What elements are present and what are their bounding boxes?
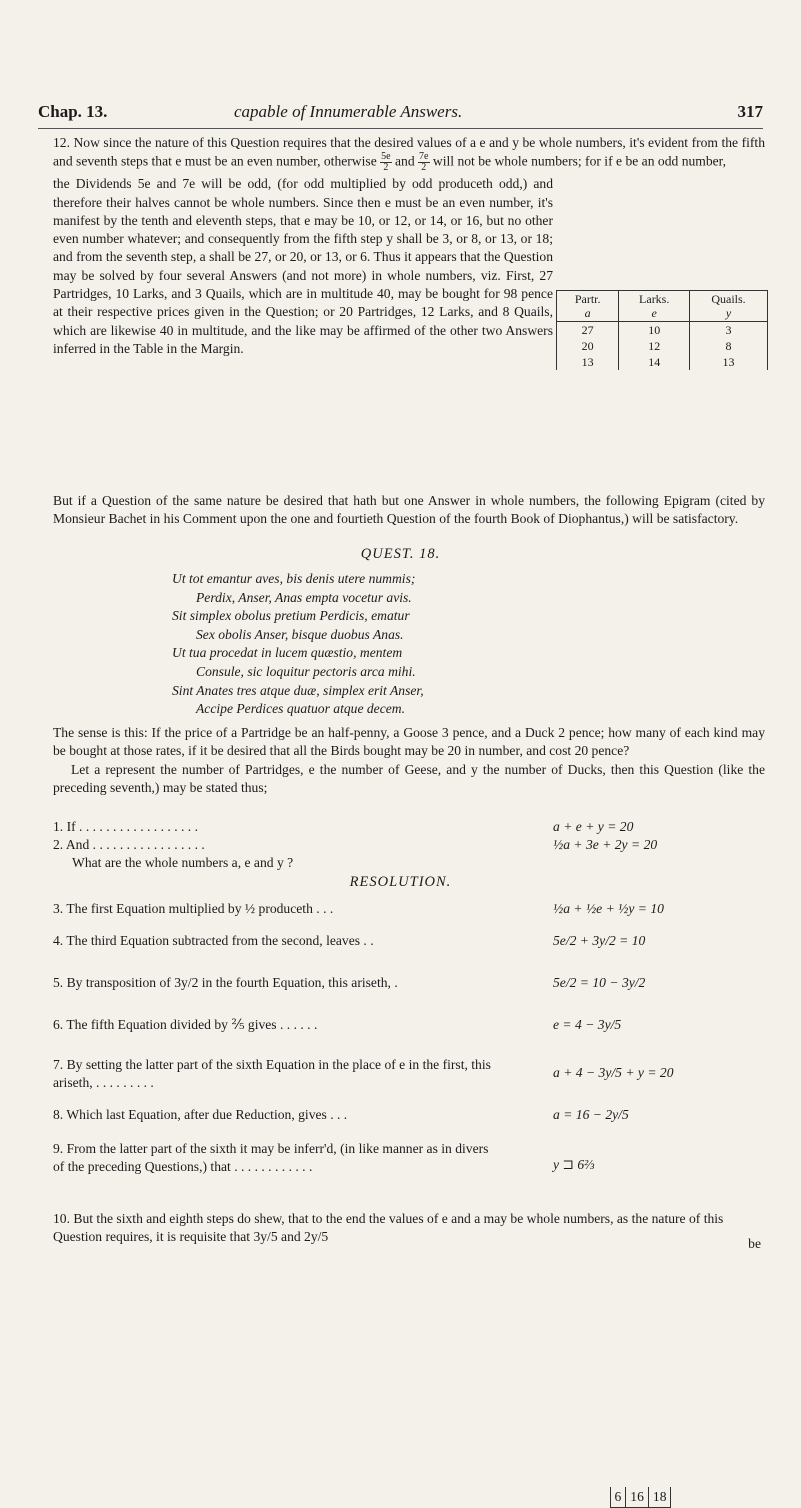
th-text: Quails. <box>711 292 745 306</box>
th-text: Larks. <box>639 292 669 306</box>
header-rule <box>38 128 763 129</box>
epigram <box>172 570 692 719</box>
para12-part-a: 12. Now since the nature of this Question requires that the desired values of a e and y be whole numbers, it's evident from the fifth and seventh steps that e must be an even number, otherwise <box>53 135 765 169</box>
step-equation: a + e + y = 20 <box>553 818 633 836</box>
paragraph-10 <box>53 1196 765 1260</box>
cell: 14 <box>619 354 690 370</box>
fraction-7e-2 <box>418 152 429 173</box>
th-sub: e <box>652 306 657 320</box>
frac-den: 2 <box>418 163 429 173</box>
step-label: 1. If . . . . . . . . . . . . . . . . . . <box>53 818 198 836</box>
epigram-line: Ut tua procedat in lucem quæstio, mentem <box>172 644 692 663</box>
step-label: 6. The fifth Equation divided by ⅖ gives . . . . . . <box>53 1016 317 1034</box>
epigram-line: Consule, sic loquitur pectoris arca mihi. <box>172 663 692 682</box>
epigram-line: Perdix, Anser, Anas empta vocetur avis. <box>172 589 692 608</box>
fraction-5e-2 <box>380 152 391 173</box>
paragraph-sense <box>53 724 765 797</box>
cell: 13 <box>690 354 768 370</box>
and-word: and <box>395 154 415 169</box>
sense-text: The sense is this: If the price of a Partridge be an half-penny, a Goose 3 pence, and a Duck 2 pence; how many of each kind may be bought at those rates, if it be desired that all the Birds bought may be 20 in number, and cost 20 pence? <box>53 724 765 761</box>
frac-num: 7e <box>418 152 429 163</box>
para10-text: 10. But the sixth and eighth steps do shew, that to the end the values of e and a may be whole numbers, as the nature of this Question requires, it is requisite that 3y/5 and 2y/5 <box>53 1210 765 1247</box>
th-quails <box>690 291 768 322</box>
step-equation: a = 16 − 2y/5 <box>553 1106 629 1124</box>
para-but-text: But if a Question of the same nature be desired that hath but one Answer in whole numbers, the following Epigram (cited by Monsieur Bachet in his Comment upon the one and fourtieth Question of the fourth Book of Diophantus,) will be satisfactory. <box>53 492 765 529</box>
step-label: 3. The first Equation multiplied by ½ produceth . . . <box>53 900 333 918</box>
epigram-line: Sit simplex obolus pretium Perdicis, ematur <box>172 607 692 626</box>
step-label: What are the whole numbers a, e and y ? <box>72 854 293 872</box>
table-row <box>610 1487 801 1508</box>
cell: 16 <box>626 1487 649 1508</box>
cell: 13 <box>557 354 619 370</box>
para12-part-b: will not be whole numbers; for if e be an odd number, <box>433 154 726 169</box>
margin-table <box>556 290 768 370</box>
cell: 6 <box>610 1487 626 1508</box>
resolution-heading: RESOLUTION. <box>0 874 801 891</box>
cell: 3 <box>690 322 768 339</box>
cell: 18 <box>648 1487 671 1508</box>
cell: 10 <box>619 322 690 339</box>
step-label: 7. By setting the latter part of the sixth Equation in the place of e in the first, this ariseth, . . . . . . . . . <box>53 1056 493 1092</box>
step-label: 9. From the latter part of the sixth it may be inferr'd, (in like manner as in divers of the preceding Questions,) that . . . . . . . . . . . . <box>53 1140 493 1176</box>
th-partr <box>557 291 619 322</box>
step-equation: a + 4 − 3y/5 + y = 20 <box>553 1064 674 1082</box>
step-label: 5. By transposition of 3y/2 in the fourth Equation, this ariseth, . <box>53 974 398 992</box>
let-text: Let a represent the number of Partridges, e the number of Geese, and y the number of Ducks, then this Question (like the preceding seventh,) may be stated thus; <box>53 761 765 798</box>
chapter-label: Chap. 13. <box>38 102 107 122</box>
step-label: 2. And . . . . . . . . . . . . . . . . . <box>53 836 205 854</box>
cell: 12 <box>619 338 690 354</box>
quest-heading: QUEST. 18. <box>0 546 801 563</box>
th-sub: y <box>726 306 731 320</box>
page-number: 317 <box>738 102 764 122</box>
running-header <box>38 102 763 126</box>
cell: 8 <box>690 338 768 354</box>
para12-part-c: the Dividends 5e and 7e will be odd, (for odd multiplied by odd produceth odd,) and therefore their halves cannot be whole numbers. Since then e must be an even number, it's manifest by the tenth and eleventh steps, that e may be 10, or 12, or 14, or 16, but no other even number whatever; and consequently from the fifth step y shall be 3, or 8, or 13, or 18; and from the seventh step, a shall be 27, or 20, or 13, or 6. Thus it appears that the Question may be solved by four several Answers (and not more) in whole numbers, viz. First, 27 Partridges, 10 Larks, and 3 Quails, which are in multitude 40, may be bought for 98 pence at their respective prices given in the Question; or 20 Partridges, 12 Larks, and 8 Quails, which are likewise 40 in multitude, and the like may be affirmed of the other two Answers inferred in the Table in the Margin. <box>53 176 553 356</box>
running-title: capable of Innumerable Answers. <box>234 102 462 122</box>
step-equation: ½a + 3e + 2y = 20 <box>553 836 657 854</box>
epigram-line: Sint Anates tres atque duæ, simplex erit Anser, <box>172 682 692 701</box>
epigram-line: Ut tot emantur aves, bis denis utere nummis; <box>172 570 692 589</box>
epigram-line: Sex obolis Anser, bisque duobus Anas. <box>172 626 692 645</box>
step-label: 8. Which last Equation, after due Reduction, gives . . . <box>53 1106 347 1124</box>
cell: 27 <box>557 322 619 339</box>
table-row <box>557 338 768 354</box>
frac-den: 2 <box>380 163 391 173</box>
para12-part-c-wrap <box>53 175 553 358</box>
th-larks <box>619 291 690 322</box>
step-label: 4. The third Equation subtracted from the second, leaves . . <box>53 932 374 950</box>
th-sub: a <box>585 306 591 320</box>
epigram-line: Accipe Perdices quatuor atque decem. <box>172 700 692 719</box>
step-equation: y ⊐ 6⅔ <box>553 1156 594 1174</box>
frac-num: 5e <box>380 152 391 163</box>
table-row <box>557 322 768 339</box>
step-equation: 5e/2 = 10 − 3y/2 <box>553 974 645 992</box>
th-text: Partr. <box>575 292 601 306</box>
step-equation: e = 4 − 3y/5 <box>553 1016 621 1034</box>
cell: 20 <box>557 338 619 354</box>
paragraph-but <box>53 492 765 529</box>
catchword: be <box>748 1236 761 1252</box>
step-equation: 5e/2 + 3y/2 = 10 <box>553 932 645 950</box>
step-equation: ½a + ½e + ½y = 10 <box>553 900 664 918</box>
table-row <box>557 354 768 370</box>
